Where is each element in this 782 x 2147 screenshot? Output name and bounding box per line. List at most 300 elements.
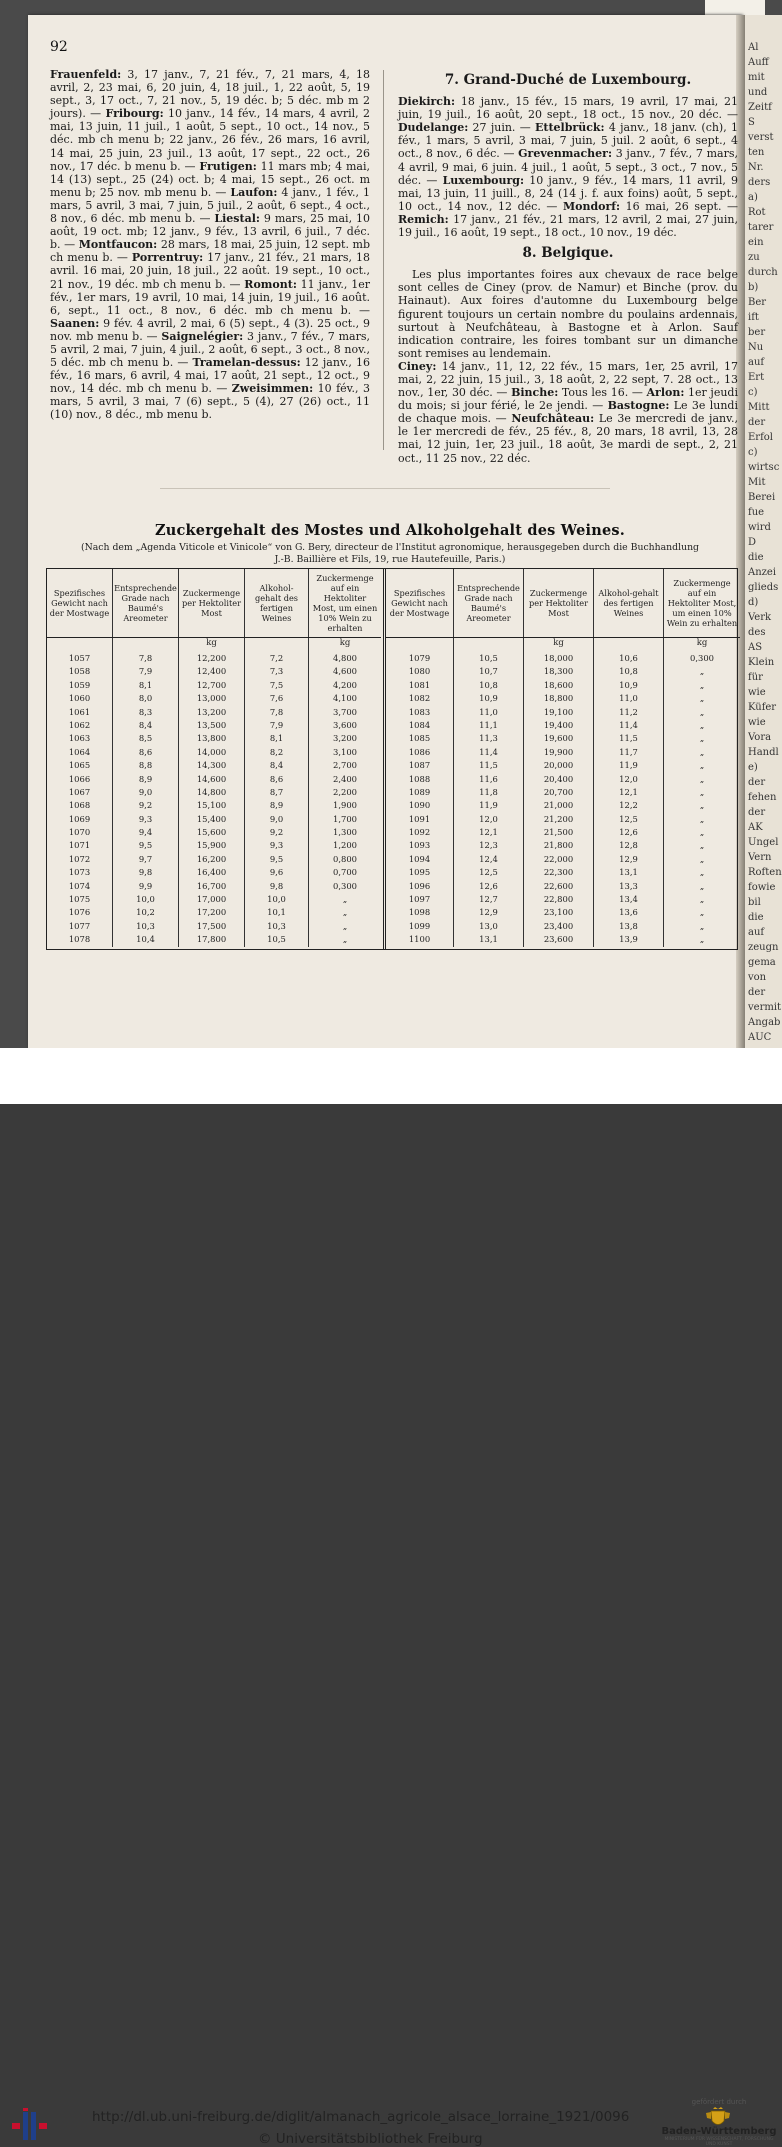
table-row <box>47 933 381 946</box>
table-cell: 13,8 <box>594 920 664 933</box>
fair-dates: 9 mars, 25 mai, 10 août, 19 oct. mb; 12 janv., 9 fév., 13 avril, 6 juil., 7 déc. b. — <box>50 212 370 252</box>
table-cell: 11,5 <box>594 732 664 745</box>
column-header: Spezifisches Gewicht nach der Mostwage <box>47 569 113 637</box>
table-cell: 1,300 <box>333 827 357 838</box>
unit-label <box>113 638 179 652</box>
place-name: Zweisimmen: <box>231 382 314 396</box>
fair-dates: 10 fév., 3 mars, 5 avril, 3 mai, 7 (6) sept., 5 (4), 27 (26) oct., 11 (10) nov., 8 déc., mb menu b. <box>50 382 370 422</box>
facing-page-fragment: fue <box>748 507 765 518</box>
table-cell: 9,0 <box>245 813 309 826</box>
section-7-title: 7. Grand-Duché de Luxembourg. <box>444 72 692 88</box>
right-column <box>398 70 738 465</box>
table-cell: 1077 <box>47 920 113 933</box>
table-cell: 23,600 <box>524 933 594 946</box>
place-name: Frutigen: <box>199 159 257 173</box>
table-cell: 9,8 <box>113 866 179 879</box>
facing-page-fragment: a) <box>748 192 758 203</box>
place-name: Tramelan-dessus: <box>192 356 301 370</box>
table-cell: 12,9 <box>454 906 524 919</box>
fair-dates: 17 janv., 21 fév., 21 mars, 18 avril. 16 mai, 20 juin, 18 juil., 22 août. 19 sept., 10 oct., 21 nov., 19 déc. mb ch menu b. — <box>50 251 370 291</box>
table-cell: 9,9 <box>113 880 179 893</box>
facing-page-fragment: wird <box>748 522 771 533</box>
table-header-row <box>386 569 740 638</box>
table-cell: 18,800 <box>524 692 594 705</box>
table-subtitle-line-2: J.-B. Baillière et Fils, 19, rue Hautefeuille, Paris.) <box>274 554 506 565</box>
table-cell: 17,800 <box>179 933 245 946</box>
facing-page-fragment: fowie <box>748 882 776 893</box>
table-cell: „ <box>699 934 705 945</box>
table-cell: 7,2 <box>245 652 309 665</box>
table-cell: 8,2 <box>245 746 309 759</box>
table-row <box>386 665 740 678</box>
table-cell: 1069 <box>47 813 113 826</box>
fair-dates: 1er jeudi du mois; si jour férié, le 2e jendi. — <box>398 386 738 413</box>
table-body <box>386 652 740 947</box>
table-cell: 10,3 <box>245 920 309 933</box>
crest-icon <box>703 2107 733 2129</box>
table-cell: 0,700 <box>333 867 357 878</box>
table-cell: 14,000 <box>179 746 245 759</box>
table-cell: 9,6 <box>245 866 309 879</box>
facing-page-fragment: Zeitf <box>748 102 772 113</box>
facing-page-fragment: Auff <box>748 57 769 68</box>
table-cell: 13,1 <box>594 866 664 879</box>
table-cell: „ <box>699 813 705 824</box>
facing-page-fragment: auf <box>748 357 765 368</box>
facing-page-fragment: Berei <box>748 492 776 503</box>
table-cell: 1099 <box>386 920 454 933</box>
table-cell: 13,9 <box>594 933 664 946</box>
table-cell: 1067 <box>47 786 113 799</box>
table-cell: 12,6 <box>594 826 664 839</box>
place-name: Bastogne: <box>607 399 670 413</box>
table-cell: 10,5 <box>454 652 524 665</box>
table-cell: 8,3 <box>113 706 179 719</box>
facing-page-fragment: fehen <box>748 792 777 803</box>
table-cell: 8,8 <box>113 759 179 772</box>
table-cell: 14,600 <box>179 773 245 786</box>
table-cell: 12,9 <box>594 853 664 866</box>
table-cell: 12,0 <box>454 813 524 826</box>
table-cell: 10,7 <box>454 665 524 678</box>
place-name: Romont: <box>244 277 297 291</box>
table-row <box>47 746 381 759</box>
fair-dates: 4 janv., 18 janv. (ch), 1 fév., 1 mars, 5 avril, 3 mai, 7 juin, 5 juil. 2 août, 6 sept., 4 oct., 8 nov., 6 déc. — <box>398 121 739 161</box>
table-cell: 11,9 <box>454 799 524 812</box>
facing-page-fragment: Nr. <box>748 162 764 173</box>
table-cell: „ <box>699 733 705 744</box>
facing-page-fragment: ten <box>748 147 765 158</box>
table-cell: 7,8 <box>245 706 309 719</box>
table-cell: 8,9 <box>113 773 179 786</box>
column-header: Zuckermenge per Hektoliter Most <box>524 569 594 637</box>
table-row <box>386 799 740 812</box>
table-row <box>386 732 740 745</box>
table-row <box>386 906 740 919</box>
table-cell: 12,200 <box>179 652 245 665</box>
table-cell: 13,6 <box>594 906 664 919</box>
table-cell: 15,100 <box>179 799 245 812</box>
fair-dates: 3, 17 janv., 7, 21 fév., 7, 21 mars, 4, 18 avril, 2, 23 mai, 6, 20 juin, 4, 18 juil., 1, 22 août, 5, 19 sept., 3, 17 oct., 7, 21 nov., 5, 19 déc. b; 5 déc. mb m 2 jours). — <box>50 68 370 121</box>
table-cell: 1096 <box>386 880 454 893</box>
table-cell: 16,700 <box>179 880 245 893</box>
facing-page-fragment: AK <box>748 822 763 833</box>
fair-dates: 18 janv., 15 fév., 15 mars, 19 avril, 17 mai, 21 juin, 19 juil., 16 août, 20 sept., 18 oct., 15 nov., 20 déc. — <box>398 95 738 122</box>
table-cell: 1093 <box>386 839 454 852</box>
table-cell: 13,500 <box>179 719 245 732</box>
facing-page-fragment: tarer <box>748 222 774 233</box>
facing-page-fragment: zeugn <box>748 942 779 953</box>
table-cell: 22,000 <box>524 853 594 866</box>
facing-page-fragment: Ert <box>748 372 765 383</box>
fair-dates: 4 janv., 1 fév., 1 mars, 5 avril, 3 mai, 7 juin, 5 juil., 2 août, 6 sept., 4 oct., 8 nov., 6 déc. mb menu b. — <box>50 185 371 226</box>
table-row <box>386 679 740 692</box>
table-cell: 12,4 <box>454 853 524 866</box>
table-cell: 1086 <box>386 746 454 759</box>
facing-page-fragment: ders <box>748 177 771 188</box>
table-unit-row <box>47 638 381 652</box>
table-cell: 1090 <box>386 799 454 812</box>
table-cell: 1059 <box>47 679 113 692</box>
table-cell: 12,1 <box>594 786 664 799</box>
facing-page-fragment: für <box>748 672 763 683</box>
table-cell: 8,1 <box>113 679 179 692</box>
table-cell: 1080 <box>386 665 454 678</box>
table-cell: 21,000 <box>524 799 594 812</box>
table-row <box>386 920 740 933</box>
table-cell: 12,2 <box>594 799 664 812</box>
facing-page-fragment: glieds <box>748 582 779 593</box>
table-cell: 1071 <box>47 839 113 852</box>
table-cell: 12,0 <box>594 773 664 786</box>
table-cell: 0,300 <box>333 880 357 891</box>
table-cell: 11,3 <box>454 732 524 745</box>
table-cell: „ <box>699 773 705 784</box>
table-cell: 21,800 <box>524 839 594 852</box>
table-row <box>47 866 381 879</box>
table-cell: 8,4 <box>113 719 179 732</box>
table-title: Zuckergehalt des Mostes und Alkoholgehalt des Weines. <box>154 522 626 539</box>
facing-page-fragment: e) <box>748 762 758 773</box>
unit-label <box>47 638 113 652</box>
table-cell: 19,100 <box>524 706 594 719</box>
table-cell: „ <box>699 920 705 931</box>
table-cell: 8,1 <box>245 732 309 745</box>
table-cell: 13,1 <box>454 933 524 946</box>
fair-dates: 9 fév. 4 avril, 2 mai, 6 (5) sept., 4 (3). 25 oct., 9 nov. mb menu b. — <box>50 316 370 343</box>
table-cell: „ <box>699 786 705 797</box>
table-cell: 4,600 <box>333 666 357 677</box>
column-header: Zuckermenge per Hektoliter Most <box>179 569 245 637</box>
table-cell: „ <box>699 746 705 757</box>
table-cell: 1085 <box>386 732 454 745</box>
table-cell: 20,700 <box>524 786 594 799</box>
table-cell: 17,200 <box>179 906 245 919</box>
table-row <box>386 893 740 906</box>
table-cell: 1068 <box>47 799 113 812</box>
table-cell: 1063 <box>47 732 113 745</box>
table-cell: 9,7 <box>113 853 179 866</box>
table-cell: 1062 <box>47 719 113 732</box>
place-name: Liestal: <box>214 212 260 226</box>
table-cell: „ <box>699 679 705 690</box>
table-cell: 10,1 <box>245 906 309 919</box>
table-cell: 7,9 <box>245 719 309 732</box>
document-url[interactable]: http://dl.ub.uni-freiburg.de/diglit/almanach_agricole_alsace_lorraine_1921/0096 <box>92 2109 630 2125</box>
table-cell: 1083 <box>386 706 454 719</box>
table-cell: 9,3 <box>245 839 309 852</box>
table-cell: 14,800 <box>179 786 245 799</box>
table-cell: 1058 <box>47 665 113 678</box>
table-cell: 13,000 <box>179 692 245 705</box>
table-subtitle-line-1: (Nach dem „Agenda Viticole et Vinicole“ von G. Bery, directeur de l'Institut agronomique, herausgegeben durch die Buchhandlung <box>80 542 700 553</box>
table-cell: 13,0 <box>454 920 524 933</box>
table-cell: 12,700 <box>179 679 245 692</box>
table-cell: 8,5 <box>113 732 179 745</box>
table-cell: 1,700 <box>333 813 357 824</box>
table-row <box>47 853 381 866</box>
facing-page-fragment: Handl <box>748 747 779 758</box>
table-cell: 7,9 <box>113 665 179 678</box>
column-header: Zuckermenge auf ein Hektoliter Most, um einen 10% Wein zu erhalten <box>312 573 378 633</box>
ministry-name: MINISTERIUM FÜR WISSENSCHAFT, FORSCHUNG UND KUNST <box>664 2137 774 2147</box>
scanner-tab <box>705 0 765 15</box>
table-cell: 1,200 <box>333 840 357 851</box>
table-cell: 10,8 <box>454 679 524 692</box>
facing-page-fragment: wie <box>748 687 766 698</box>
facing-page-fragment: durch <box>748 267 778 278</box>
table-cell: 7,5 <box>245 679 309 692</box>
table-row <box>386 866 740 879</box>
table-cell: 12,5 <box>594 813 664 826</box>
place-name: Luxembourg: <box>442 173 525 187</box>
fair-dates: 12 janv., 16 fév., 16 mars, 6 avril, 4 mai, 17 août, 21 sept., 12 oct., 9 nov., 14 déc. mb ch menu b. — <box>50 356 370 396</box>
table-cell: 12,6 <box>454 880 524 893</box>
table-cell: 10,0 <box>113 893 179 906</box>
table-cell: 1078 <box>47 933 113 946</box>
facing-page-fragment: AS <box>748 642 763 653</box>
facing-page-fragment: Angab <box>748 1017 781 1028</box>
document-viewer <box>0 0 782 1048</box>
facing-page-fragment: mit <box>748 72 765 83</box>
table-cell: 12,400 <box>179 665 245 678</box>
facing-page-fragment: b) <box>748 282 759 293</box>
table-cell: „ <box>699 853 705 864</box>
table-cell: „ <box>342 920 348 931</box>
table-cell: 0,800 <box>333 853 357 864</box>
table-cell: 18,600 <box>524 679 594 692</box>
table-row <box>47 893 381 906</box>
facing-page-fragment: Nu <box>748 342 764 353</box>
table-row <box>47 652 381 665</box>
table-cell: 1097 <box>386 893 454 906</box>
ub-freiburg-logo-icon <box>10 2106 50 2146</box>
table-row <box>47 839 381 852</box>
fair-dates: 3 janv., 7 fév., 7 mars, 5 avril, 2 mai, 7 juin, 4 juil., 2 août, 6 sept., 3 oct., 8 nov., 5 déc. mb ch menu b. — <box>50 329 370 370</box>
table-cell: 8,6 <box>245 773 309 786</box>
fair-dates: 11 janv., 1er fév., 1er mars, 19 avril, 10 mai, 14 juin, 19 juil., 16 août. 6, sept., 11 oct., 8 nov., 6 déc. mb ch menu b. — <box>50 277 370 317</box>
table-cell: 2,400 <box>333 773 357 784</box>
table-cell: 21,200 <box>524 813 594 826</box>
place-name: Mondorf: <box>562 199 621 213</box>
table-cell: 10,2 <box>113 906 179 919</box>
facing-page-fragment: d) <box>748 597 759 608</box>
table-cell: 4,100 <box>333 693 357 704</box>
facing-page-fragment: Vora <box>748 732 772 743</box>
unit-label <box>386 638 454 652</box>
facing-page-fragment: D <box>748 537 757 548</box>
table-cell: 22,600 <box>524 880 594 893</box>
table-cell: 11,7 <box>594 746 664 759</box>
place-name: Saanen: <box>50 316 100 330</box>
table-cell: 9,3 <box>113 813 179 826</box>
table-unit-row <box>386 638 740 652</box>
table-cell: 9,2 <box>245 826 309 839</box>
table-cell: „ <box>699 907 705 918</box>
place-name: Arlon: <box>646 386 685 400</box>
funder-name: Baden-Württemberg <box>661 2126 777 2137</box>
table-cell: „ <box>699 719 705 730</box>
table-row <box>47 732 381 745</box>
table-cell: 11,4 <box>594 719 664 732</box>
table-right-half <box>383 569 740 949</box>
table-row <box>47 719 381 732</box>
table-row <box>386 826 740 839</box>
table-cell: 1095 <box>386 866 454 879</box>
unit-label: kg <box>524 638 594 652</box>
table-cell: 1073 <box>47 866 113 879</box>
table-cell: 11,0 <box>454 706 524 719</box>
table-cell: 1084 <box>386 719 454 732</box>
table-row <box>386 813 740 826</box>
facing-page-fragment: Verk <box>748 612 772 623</box>
table-row <box>386 759 740 772</box>
page-number: 92 <box>50 39 68 55</box>
table-cell: 9,2 <box>113 799 179 812</box>
table-header-row <box>47 569 381 638</box>
place-name: Neufchâteau: <box>511 412 595 426</box>
table-cell: „ <box>699 867 705 878</box>
table-cell: 3,700 <box>333 706 357 717</box>
table-cell: 10,9 <box>454 692 524 705</box>
facing-page-fragment: Ber <box>748 297 767 308</box>
table-cell: 23,100 <box>524 906 594 919</box>
table-row <box>386 839 740 852</box>
unit-label <box>245 638 309 652</box>
table-cell: 1074 <box>47 880 113 893</box>
table-cell: 1082 <box>386 692 454 705</box>
table-cell: 10,9 <box>594 679 664 692</box>
fair-dates: 10 janv., 14 fév., 14 mars, 4 avril, 2 mai, 13 juin, 11 juil., 1 août, 5 sept., 10 oct., 14 nov., 5 déc. mb ch menu b; 22 janv., 26 fév., 26 mars, 16 avril, 14 mai, 25 juin, 23 juil., 13 août, 17 sept., 22 oct., 26 nov., 17 déc. b menu b. — <box>50 107 370 173</box>
belgium-fairs-text <box>398 360 738 465</box>
table-cell: 13,4 <box>594 893 664 906</box>
table-row <box>386 719 740 732</box>
fair-dates: Tous les 16. — <box>558 386 647 400</box>
table-cell: „ <box>699 880 705 891</box>
table-cell: „ <box>699 693 705 704</box>
table-row <box>47 759 381 772</box>
table-cell: 23,400 <box>524 920 594 933</box>
table-cell: „ <box>699 894 705 905</box>
table-cell: 11,8 <box>454 786 524 799</box>
table-row <box>386 933 740 946</box>
table-cell: 1,900 <box>333 800 357 811</box>
place-name: Ettelbrück: <box>535 121 605 135</box>
place-name: Binche: <box>511 386 559 400</box>
facing-page-fragment: Klein <box>748 657 775 668</box>
swiss-fairs-text <box>50 68 370 422</box>
table-cell: 11,1 <box>454 719 524 732</box>
column-header: Alkohol-gehalt des fertigen Weines <box>594 569 664 637</box>
table-cell: 1081 <box>386 679 454 692</box>
facing-page-fragment: verst <box>748 132 774 143</box>
table-row <box>47 826 381 839</box>
fair-dates: Le 3e mercredi de janv., le 1er mercredi de fév., 25 fév., 8, 20 mars, 18 avril, 13, 28 mai, 12 juin, 1er, 23 juil., 18 août, 3e mardi de sept., 2, 21 oct., 11 25 nov., 22 déc. <box>398 412 738 465</box>
facing-page-fragment: Erfol <box>748 432 773 443</box>
unit-label <box>594 638 664 652</box>
table-cell: 3,200 <box>333 733 357 744</box>
table-row <box>386 652 740 665</box>
facing-page-fragment: der <box>748 777 766 788</box>
fair-dates: 28 mars, 18 mai, 25 juin, 12 sept. mb ch menu b. — <box>50 238 371 265</box>
fair-dates: 11 mars mb; 4 mai, 14 (13) sept., 25 (24) oct. b; 4 mai, 15 sept., 26 oct. m menu b; 25 nov. mb menu b. — <box>50 159 370 199</box>
table-cell: 9,8 <box>245 880 309 893</box>
table-row <box>47 906 381 919</box>
facing-page-fragment: auf <box>748 927 765 938</box>
unit-label: kg <box>696 638 708 648</box>
facing-page-fragment: Küfer <box>748 702 777 713</box>
table-cell: 13,800 <box>179 732 245 745</box>
table-cell: 12,7 <box>454 893 524 906</box>
table-cell: 1094 <box>386 853 454 866</box>
facing-page-fragment: Mit <box>748 477 766 488</box>
table-cell: 11,9 <box>594 759 664 772</box>
unit-label <box>454 638 524 652</box>
table-cell: 17,500 <box>179 920 245 933</box>
table-cell: 8,7 <box>245 786 309 799</box>
luxembourg-fairs-text <box>398 95 738 239</box>
facing-page-fragment: AUC <box>748 1032 772 1043</box>
table-cell: 1065 <box>47 759 113 772</box>
facing-page-fragment: ein <box>748 237 764 248</box>
fair-dates: Le 3e lundi de chaque mois. — <box>398 399 738 426</box>
table-row <box>386 692 740 705</box>
table-row <box>386 746 740 759</box>
facing-page-fragment: die <box>748 912 764 923</box>
table-cell: 12,5 <box>454 866 524 879</box>
table-cell: 11,2 <box>594 706 664 719</box>
belgium-intro: Les plus importantes foires aux chevaux de race belge sont celles de Ciney (prov. de Namur) et Binche (prov. du Hainaut). Aux foires d'automne du Luxembourg belge figurent toujours un certain nombre du poulains ardennais, surtout à Neufchâteau, à Bastogne et à Arlon. Sauf indication contraire, les foires tombant sur un dimanche sont remises au lendemain. <box>398 268 738 360</box>
table-cell: 4,200 <box>333 679 357 690</box>
fair-dates: 14 janv., 11, 12, 22 fév., 15 mars, 1er, 25 avril, 17 mai, 2, 22 juin, 15 juil., 3, 18 août, 2, 22 sept, 7. 28 oct., 13 nov., 1er, 30 déc. — <box>398 359 738 400</box>
table-cell: „ <box>699 827 705 838</box>
funded-by-label: gefördert durch <box>691 2098 747 2106</box>
table-cell: 1075 <box>47 893 113 906</box>
table-cell: 20,000 <box>524 759 594 772</box>
table-cell: 12,8 <box>594 839 664 852</box>
facing-page-fragment: und <box>748 87 768 98</box>
table-cell: 19,600 <box>524 732 594 745</box>
fair-dates: 16 mai, 26 sept. — <box>620 199 739 213</box>
table-cell: 1064 <box>47 746 113 759</box>
facing-page-fragment: Anzei <box>748 567 777 578</box>
place-name: Dudelange: <box>398 121 469 135</box>
place-name: Diekirch: <box>398 95 456 109</box>
table-cell: 1087 <box>386 759 454 772</box>
facing-page-fragment: c) <box>748 447 758 458</box>
facing-page-fragment: ber <box>748 327 766 338</box>
place-name: Ciney: <box>398 359 437 373</box>
